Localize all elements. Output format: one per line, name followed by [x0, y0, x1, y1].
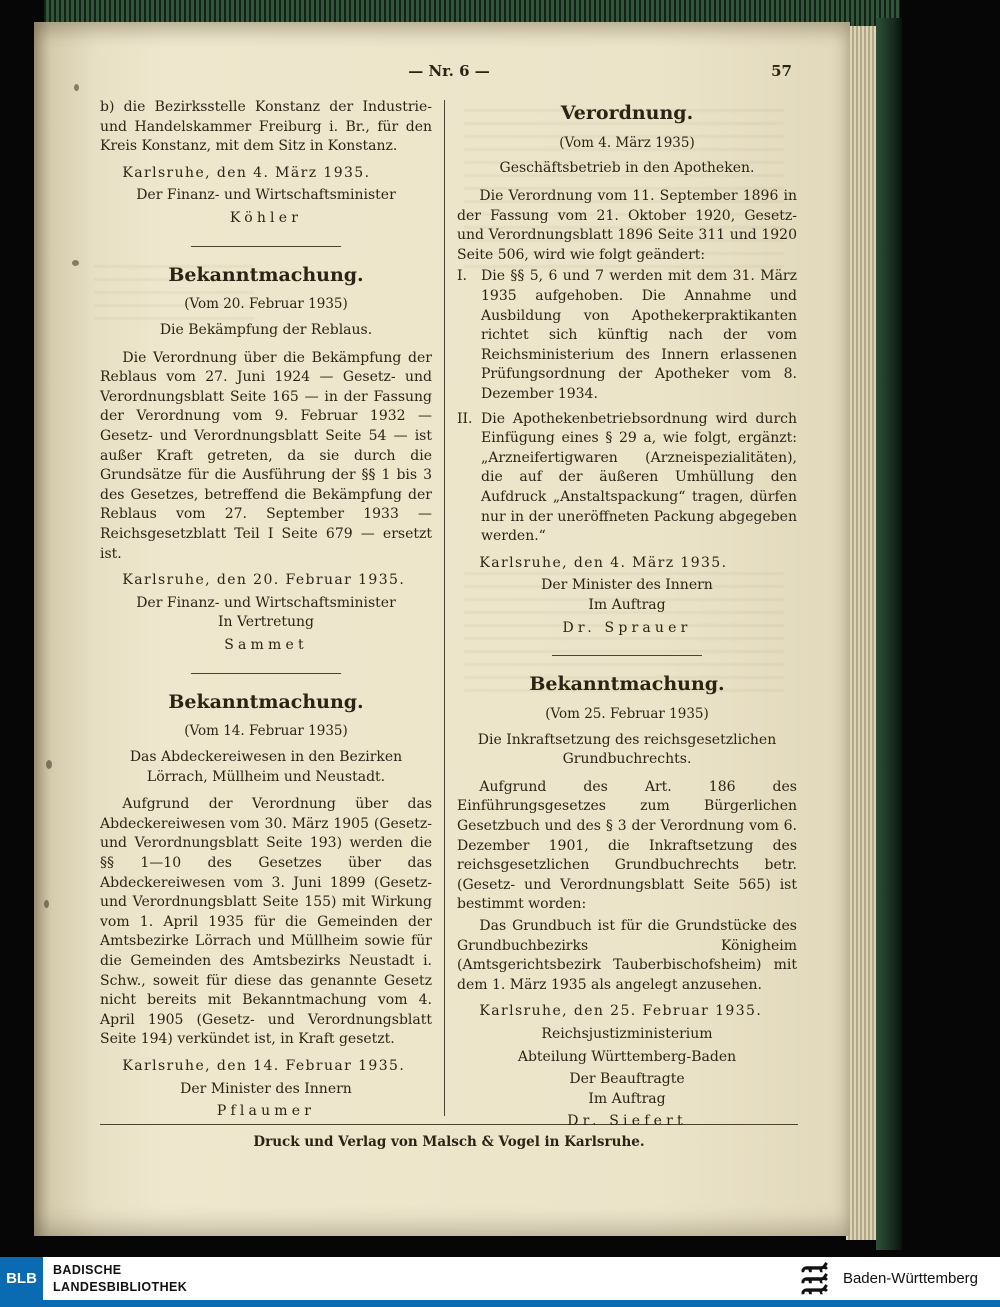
page-number: 57: [771, 62, 792, 80]
page-speck: [74, 84, 79, 91]
signature-note: Im Auftrag: [588, 596, 666, 613]
item-label: II.: [457, 410, 473, 427]
notice-body: Aufgrund des Art. 186 des Einführungsgesetzes zum Bürgerlichen Gesetzbuch und des § 3 der Verordnung vom 6. Dezember 1901, die Inkraftsetzung des reichsgesetzlichen Grundbuchrechts betr. (Gesetz- und Verordnungsblatt Seite 565) ist bestimmt worden:: [457, 778, 797, 913]
footer-right-group: [799, 1260, 978, 1298]
notice-abdeckereiwesen: [100, 689, 432, 1122]
library-name: [53, 1262, 187, 1296]
issue-number: — Nr. 6 —: [408, 62, 490, 80]
signature-name: Dr. Sprauer: [562, 619, 692, 636]
notice-date: (Vom 14. Februar 1935): [184, 723, 348, 740]
notice-title: Bekanntmachung.: [529, 673, 725, 696]
section-divider: [191, 673, 341, 674]
item-text: Die §§ 5, 6 und 7 werden mit dem 31. März 1935 aufgehoben. Die Annahme und Ausbildung von Apothekerpraktikanten richtet sich künftig nach der vom Reichsministerium des Innern erlassenen Prüfungsordnung der Apotheker vom 8. Dezember 1934.: [481, 268, 797, 403]
notice-date: (Vom 20. Februar 1935): [184, 296, 348, 313]
item-text: Die Apothekenbetriebsordnung wird durch Einfügung eines § 29 a, wie folgt, ergänzt: „Arzneifertigwaren (Arzneispezialitäten), die auf der äußeren Umhüllung den Aufdruck „Anstaltspackung“ tragen, dürfen nur in der uneröffneten Packung abgegeben werden.“: [481, 410, 797, 545]
item-label: I.: [457, 268, 467, 285]
signature-role: Der Minister des Innern: [180, 1080, 352, 1097]
signature-role: Der Minister des Innern: [541, 577, 713, 594]
notice-title: Bekanntmachung.: [168, 263, 364, 286]
dateline: Karlsruhe, den 4. März 1935.: [122, 164, 371, 181]
notice-grundbuchrecht: [457, 671, 797, 1132]
signature-department: Abteilung Württemberg-Baden: [517, 1048, 737, 1065]
signature-organization: Reichsjustizministerium: [541, 1025, 713, 1042]
notice-reblaus: [100, 262, 432, 656]
imprint-line: Druck und Verlag von Malsch & Vogel in Karlsruhe.: [253, 1134, 645, 1150]
ordinance-date: (Vom 4. März 1935): [559, 134, 695, 151]
dateline: Karlsruhe, den 20. Februar 1935.: [122, 572, 406, 589]
notice-body: Das Grundbuch ist für die Grundstücke des Grundbuchbezirks Königheim (Amtsgerichtsbezirk Tauberbischofsheim) mit dem 1. März 1935 als angelegt anzusehen.: [457, 917, 797, 993]
page-speck: [46, 760, 52, 769]
section-divider: [552, 655, 702, 656]
library-name-line1: BADISCHE: [53, 1262, 122, 1277]
signature-name: Köhler: [229, 209, 303, 226]
dateline: Karlsruhe, den 25. Februar 1935.: [479, 1003, 763, 1020]
column-right: [457, 98, 797, 1130]
dateline: Karlsruhe, den 14. Februar 1935.: [122, 1057, 406, 1074]
text-area: [100, 98, 798, 1130]
section-divider: [191, 246, 341, 247]
signature-role: Der Beauftragte: [569, 1071, 685, 1088]
notice-title: Bekanntmachung.: [168, 690, 364, 713]
dateline: Karlsruhe, den 4. März 1935.: [479, 554, 728, 571]
ordinance-intro: Die Verordnung vom 11. September 1896 in der Fassung vom 21. Oktober 1920, Gesetz- und Verordnungsblatt 1896 Seite 311 und 1920 Seite 506, wird wie folgt geändert:: [457, 188, 797, 263]
scanned-page: [34, 22, 850, 1236]
ordinance-item-1: [457, 267, 797, 404]
blb-logo: BLB: [0, 1257, 43, 1300]
column-left: [100, 98, 432, 1120]
notice-body: Aufgrund der Verordnung über das Abdeckereiwesen vom 30. März 1905 (Gesetz- und Verordnungsblatt Seite 193) werden die §§ 1—10 des Gesetzes über das Abdeckereiwesen vom 3. Juni 1899 (Gesetz- und Verordnungsblatt Seite 155) mit Wirkung vom 1. April 1935 für die Gemeinden der Amtsbezirke Lörrach und Müllheim sowie für die Gemeinden des Amtsbezirks Neustadt i. Schw., soweit für diese das genannte Gesetz nicht bereits mit Bekanntmachung vom 4. April 1905 (Gesetz- und Verordnungsblatt Seite 194) verkündet ist, in Kraft gesetzt.: [100, 796, 432, 1048]
notice-subject: Die Bekämpfung der Reblaus.: [159, 322, 373, 339]
ordinance-subject: Geschäftsbetrieb in den Apotheken.: [499, 160, 755, 177]
signature-note: Im Auftrag: [588, 1090, 666, 1107]
signature-name: Pflaumer: [216, 1103, 316, 1120]
region-label: Baden-Württemberg: [842, 1270, 978, 1287]
notice-subject: Die Inkraftsetzung des reichsgesetzlichen Grundbuchrechts.: [477, 731, 777, 768]
ordinance-apotheken: [457, 100, 797, 638]
book-page-edges: [846, 26, 878, 1240]
page-content: [100, 62, 798, 1150]
signature-note: In Vertretung: [217, 614, 315, 631]
page-speck: [72, 260, 79, 266]
baden-wuerttemberg-coat-of-arms-icon: [799, 1260, 833, 1298]
signature-name: Sammet: [224, 636, 308, 653]
signature-name: Dr. Siefert: [567, 1113, 687, 1130]
notice-date: (Vom 25. Februar 1935): [545, 705, 709, 722]
signature-role: Der Finanz- und Wirtschaftsminister: [136, 187, 396, 204]
page-speck: [44, 900, 49, 908]
notice-body: Die Verordnung über die Bekämpfung der Reblaus vom 27. Juni 1924 — Gesetz- und Verordnungsblatt Seite 165 — in der Fassung der Verordnung vom 9. Februar 1932 — Gesetz- und Verordnungsblatt Seite 54 — ist außer Kraft getreten, da sie durch die Grundsätze für die Ausführung der §§ 1 bis 3 des Gesetzes, betreffend die Bekämpfung der Reblaus vom 27. September 1933 — Reichsgesetzblatt Teil I Seite 679 — ersetzt ist.: [100, 349, 432, 562]
page-header: [100, 62, 798, 84]
library-footer-bar: [0, 1257, 1000, 1307]
notice-subject: Das Abdeckereiwesen in den Bezirken Lörrach, Müllheim und Neustadt.: [129, 749, 403, 785]
column-divider: [444, 100, 445, 1116]
library-name-line2: LANDESBIBLIOTHEK: [53, 1279, 188, 1294]
ordinance-item-2: [457, 410, 797, 547]
signature-role: Der Finanz- und Wirtschaftsminister: [136, 594, 396, 611]
book-cover-right: [876, 18, 902, 1250]
list-item-b: b) die Bezirksstelle Konstanz der Industrie- und Handelskammer Freiburg i. Br., für den Kreis Konstanz, mit dem Sitz in Konstanz.: [100, 99, 432, 155]
ordinance-title: Verordnung.: [560, 102, 694, 124]
